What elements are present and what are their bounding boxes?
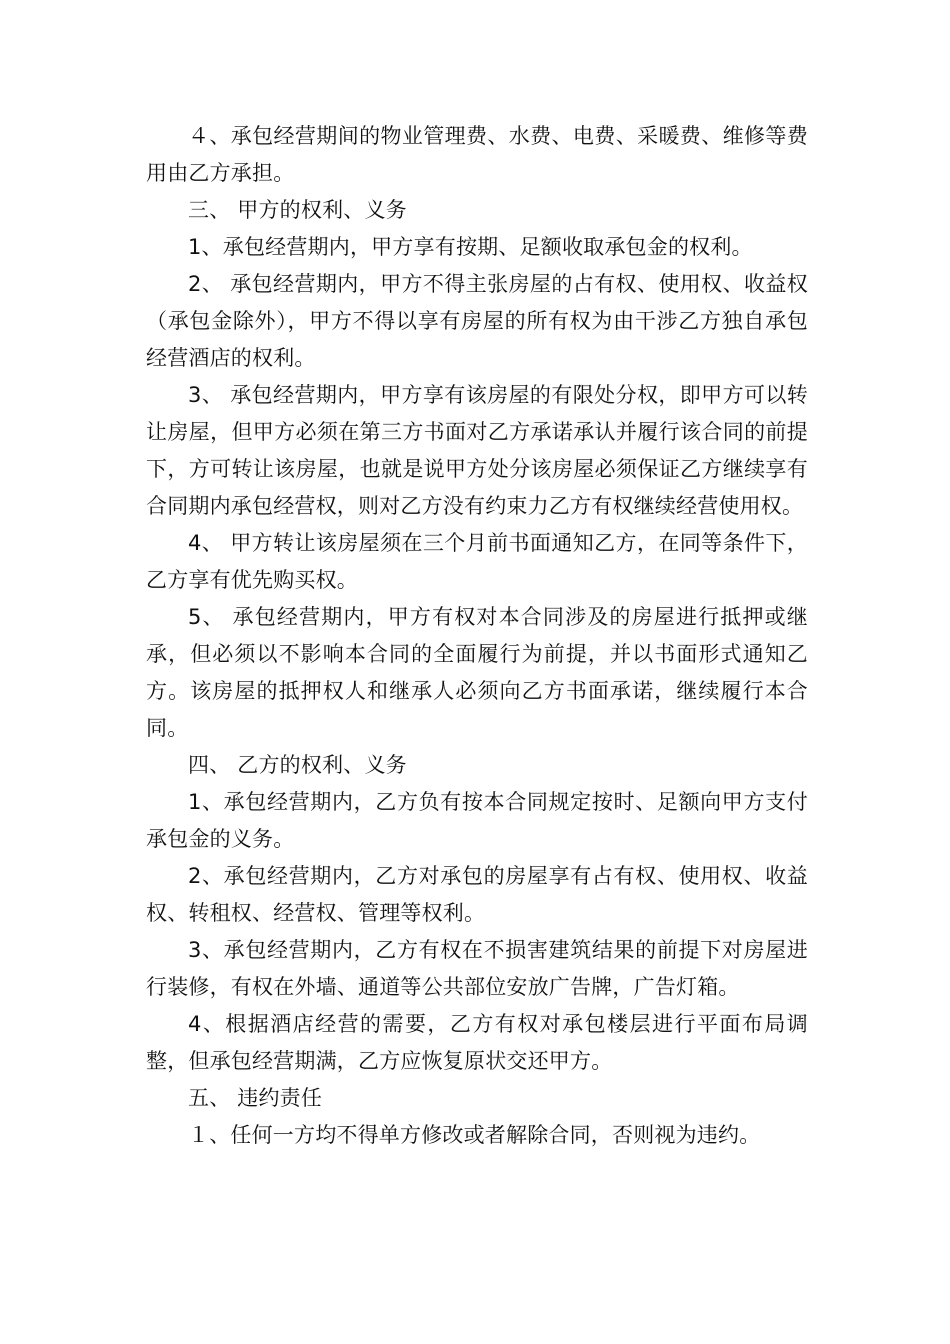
paragraph-party-b-clause-3: 3、承包经营期内，乙方有权在不损害建筑结果的前提下对房屋进行装修，有权在外墙、通道等公共部位安放广告牌，广告灯箱。 xyxy=(146,938,808,999)
paragraph-party-b-clause-2: 2、承包经营期内，乙方对承包的房屋享有占有权、使用权、收益权、转租权、经营权、管理等权利。 xyxy=(146,864,808,925)
paragraph-party-a-clause-2: 2、 承包经营期内，甲方不得主张房屋的占有权、使用权、收益权（承包金除外），甲方不得以享有房屋的所有权为由干涉乙方独自承包经营酒店的权利。 xyxy=(146,272,808,370)
section-heading-breach-liability: 五、 违约责任 xyxy=(188,1086,323,1110)
paragraph-party-a-clause-1: 1、承包经营期内，甲方享有按期、足额收取承包金的权利。 xyxy=(188,235,753,259)
paragraph-clause-4-fees: ４、承包经营期间的物业管理费、水费、电费、采暖费、维修等费用由乙方承担。 xyxy=(146,124,808,185)
document-body xyxy=(146,118,808,1154)
section-heading-party-a-rights: 三、 甲方的权利、义务 xyxy=(188,198,407,222)
section-heading-party-b-rights: 四、 乙方的权利、义务 xyxy=(188,753,407,777)
paragraph-breach-clause-1: １、任何一方均不得单方修改或者解除合同，否则视为违约。 xyxy=(188,1123,761,1147)
paragraph-party-b-clause-4: 4、根据酒店经营的需要，乙方有权对承包楼层进行平面布局调整，但承包经营期满，乙方应恢复原状交还甲方。 xyxy=(146,1012,808,1073)
paragraph-party-a-clause-3: 3、 承包经营期内，甲方享有该房屋的有限处分权，即甲方可以转让房屋，但甲方必须在第三方书面对乙方承诺承认并履行该合同的前提下，方可转让该房屋，也就是说甲方处分该房屋必须保证乙方继续享有合同期内承包经营权，则对乙方没有约束力乙方有权继续经营使用权。 xyxy=(146,383,808,518)
paragraph-party-b-clause-1: 1、承包经营期内，乙方负有按本合同规定按时、足额向甲方支付承包金的义务。 xyxy=(146,790,808,851)
paragraph-party-a-clause-4: 4、 甲方转让该房屋须在三个月前书面通知乙方，在同等条件下，乙方享有优先购买权。 xyxy=(146,531,808,592)
paragraph-party-a-clause-5: 5、 承包经营期内，甲方有权对本合同涉及的房屋进行抵押或继承，但必须以不影响本合同的全面履行为前提，并以书面形式通知乙方。该房屋的抵押权人和继承人必须向乙方书面承诺，继续履行本合同。 xyxy=(146,605,808,740)
